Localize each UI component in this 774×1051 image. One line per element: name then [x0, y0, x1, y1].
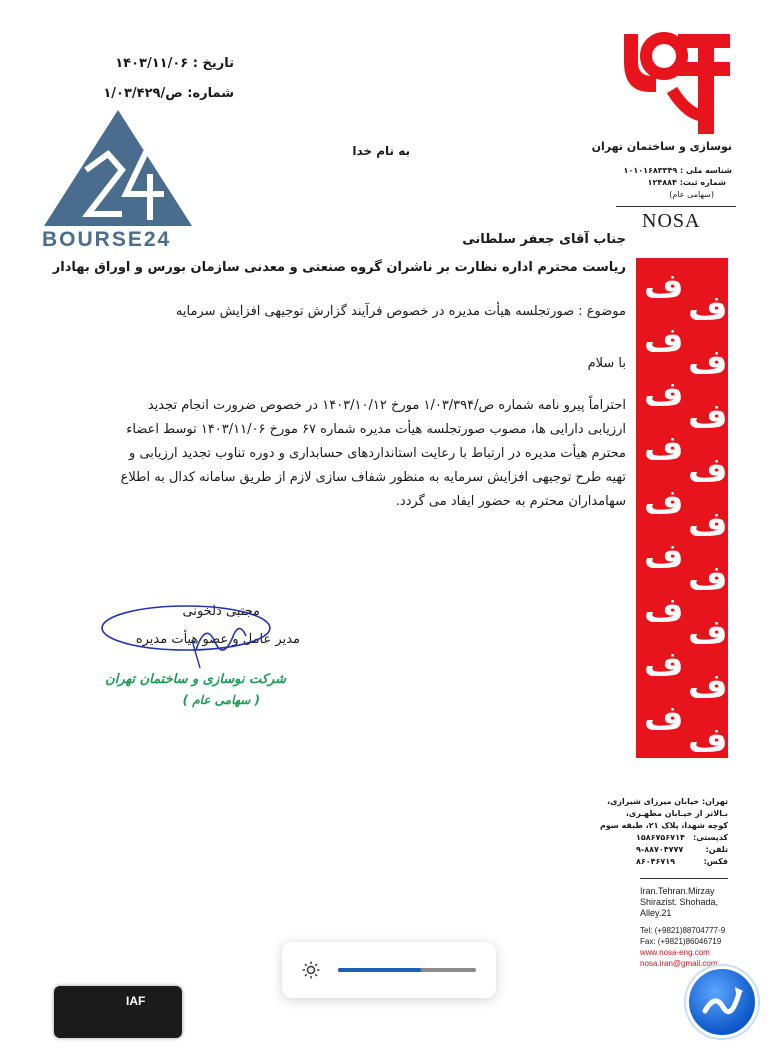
fax-label: فکس:	[703, 857, 728, 866]
stamp-line-2: ( سهامی عام )	[182, 693, 260, 707]
company-divider	[616, 206, 736, 207]
nosa-logo-icon	[612, 30, 736, 140]
chart-app-button[interactable]	[686, 966, 758, 1038]
company-national-id: شناسه ملی : ۱۰۱۰۱۶۸۳۳۴۹	[623, 166, 732, 175]
handwritten-signature-icon	[96, 600, 276, 670]
stamp-line-1: شرکت نوسازی و ساختمان تهران	[105, 672, 286, 687]
address-divider	[640, 878, 728, 879]
website-link[interactable]: www.nosa-eng.com	[640, 948, 710, 957]
bismillah: به نام خدا	[352, 144, 410, 158]
letter-date	[110, 56, 234, 71]
phone-row	[636, 844, 728, 856]
company-latin-name: NOSA	[642, 210, 701, 232]
pattern-mark-icon: ﻑ	[688, 504, 728, 544]
pattern-mark-icon: ﻑ	[688, 666, 728, 706]
pattern-mark-icon: ﻑ	[644, 536, 684, 576]
address-line: بـالاتر از خیـابان مطهـری،	[625, 809, 728, 818]
trend-line-icon	[689, 969, 755, 1035]
pattern-mark-icon: ﻑ	[688, 342, 728, 382]
fax-value: ۸۶۰۴۶۷۱۹	[636, 857, 676, 866]
address-persian	[600, 796, 728, 868]
phone-label: تلفن:	[705, 845, 728, 854]
recipient-name: جناب آقای جعفر سلطانی	[462, 232, 626, 247]
company-stamp	[105, 672, 286, 707]
iaf-badge	[54, 986, 182, 1038]
pattern-mark-icon: ﻑ	[644, 320, 684, 360]
body-line: محترم هیأت مدیره در ارتباط با رعایت استانداردهای حسابداری و دوره تناوب تجدید ارزیابی و	[129, 446, 626, 461]
brightness-sun-icon	[302, 961, 320, 979]
address-en-line: Alley.21	[640, 908, 672, 918]
number-label: شماره:	[187, 86, 234, 101]
greeting: با سلام	[587, 356, 626, 371]
number-value: ص/۱/۰۳/۴۲۹	[103, 86, 183, 101]
signatory-role: مدیر عامل و عضو هیأت مدیره	[135, 632, 300, 647]
bourse24-logo	[42, 108, 194, 256]
tel-line: Tel: (+9821)88704777-9	[640, 926, 726, 935]
address-line: کوچه شهدا، پلاک ۲۱، طبقه سوم	[600, 821, 728, 830]
postal-row	[636, 832, 728, 844]
body-line: احتراماً پیرو نامه شماره ص/۱/۰۳/۳۹۴ مورخ ۱۴۰۳/۱۰/۱۲ در خصوص ضرورت انجام تجدید	[147, 398, 626, 413]
pattern-mark-icon: ﻑ	[688, 396, 728, 436]
pattern-mark-icon: ﻑ	[644, 644, 684, 684]
pattern-mark-icon: ﻑ	[688, 450, 728, 490]
decorative-red-strip	[636, 258, 728, 758]
address-en-line: Shirazist. Shohada,	[640, 897, 719, 907]
company-registration: شماره ثبت: ۱۲۴۸۸۴	[647, 178, 726, 187]
address-english	[640, 886, 760, 969]
pattern-mark-icon: ﻑ	[644, 266, 684, 306]
brightness-slider[interactable]	[338, 968, 476, 972]
pattern-mark-icon: ﻑ	[644, 374, 684, 414]
bourse24-wordmark: BOURSE24	[42, 228, 172, 251]
letter-body	[56, 394, 626, 514]
pattern-mark-icon: ﻑ	[688, 612, 728, 652]
company-type: (سهامی عام)	[669, 190, 714, 199]
email-link[interactable]: nosa.iran@gmail.com	[640, 959, 718, 968]
iaf-badge-label: IAF	[126, 994, 146, 1008]
pattern-mark-icon: ﻑ	[644, 698, 684, 738]
fax-row	[636, 856, 728, 868]
date-label: تاریخ :	[192, 56, 234, 71]
address-en-line: Iran.Tehran.Mirzay	[640, 886, 715, 896]
pattern-mark-icon: ﻑ	[644, 590, 684, 630]
letter-subject: موضوع : صورتجلسه هیأت مدیره در خصوص فرآیند گزارش توجیهی افزایش سرمایه	[175, 304, 626, 319]
pattern-mark-icon: ﻑ	[644, 482, 684, 522]
phone-value: ۹-۸۸۷۰۴۷۷۷	[636, 845, 684, 854]
company-name: نوسازی و ساختمان تهران	[591, 140, 732, 153]
postal-value: ۱۵۸۶۷۵۶۷۱۴	[636, 833, 685, 842]
recipient-title: ریاست محترم اداره نظارت بر ناشران گروه صنعتی و معدنی سازمان بورس و اوراق بهادار	[52, 260, 626, 275]
pattern-mark-icon: ﻑ	[644, 428, 684, 468]
postal-label: کدپستی:	[693, 833, 728, 842]
brightness-slider-fill	[338, 968, 421, 972]
pattern-mark-icon: ﻑ	[688, 720, 728, 758]
letter-number	[103, 86, 234, 101]
fax-line: Fax: (+9821)86046719	[640, 937, 722, 946]
date-value: ۱۴۰۳/۱۱/۰۶	[115, 56, 189, 71]
pattern-mark-icon: ﻑ	[688, 558, 728, 598]
signatory-name: مجتبی دلخونی	[182, 604, 260, 619]
pattern-mark-icon: ﻑ	[688, 288, 728, 328]
bourse24-triangle-icon	[42, 108, 194, 230]
body-line: ارزیابی دارایی ها، مصوب صورتجلسه هیأت مدیره شماره ۶۷ مورخ ۱۴۰۳/۱۱/۰۶ توسط اعضاء	[126, 422, 626, 437]
body-line: تهیه طرح توجیهی افزایش سرمایه به منظور شفاف سازی لازم از طریق سامانه کدال به اطلاع	[120, 470, 626, 485]
company-logo-block	[591, 30, 736, 235]
body-line: سهامداران محترم به حضور ایفاد می گردد.	[395, 494, 626, 509]
brightness-panel	[282, 942, 496, 998]
address-line: تهران: خیابان میرزای شیرازی،	[607, 797, 728, 806]
